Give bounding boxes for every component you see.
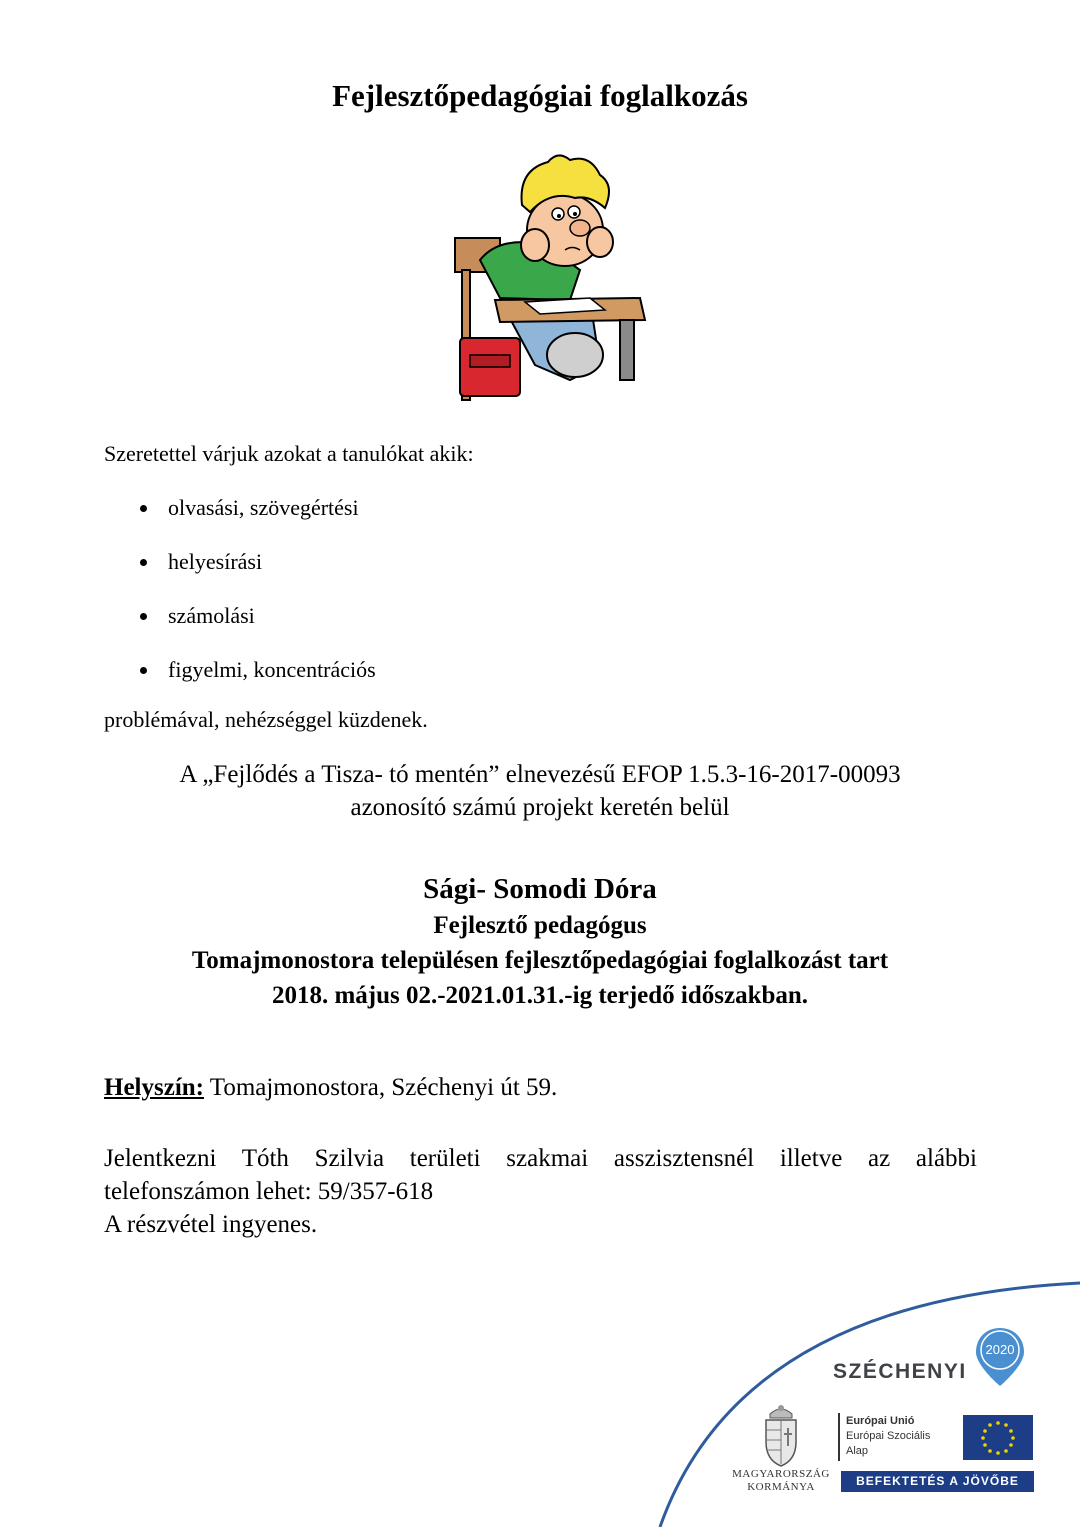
location-label: Helyszín: <box>104 1074 204 1101</box>
schedule-line: Tomajmonostora településen fejlesztőpedagógiai foglalkozást tart <box>191 947 889 974</box>
list-item: olvasási, szövegértési <box>0 492 376 546</box>
gov-line: MAGYARORSZÁG <box>732 1468 830 1480</box>
eu-line: Alap <box>846 1445 869 1457</box>
closing-text: problémával, nehézséggel küzdenek. <box>104 707 428 732</box>
contact-line: Jelentkezni Tóth Szilvia területi szakmai asszisztensnél illetve az alábbi <box>104 1145 977 1172</box>
government-label <box>726 1468 836 1494</box>
teacher-role: Fejlesztő pedagógus <box>433 912 647 939</box>
eu-divider <box>838 1413 840 1461</box>
szechenyi-logo-text: SZÉCHENYI <box>833 1360 967 1383</box>
list-item: figyelmi, koncentrációs <box>0 654 376 708</box>
intro-text: Szeretettel várjuk azokat a tanulókat akik: <box>104 441 474 466</box>
location-value: Tomajmonostora, Széchenyi út 59. <box>204 1074 558 1101</box>
eu-line: Európai Szociális <box>846 1430 931 1442</box>
project-line: azonosító számú projekt keretén belül <box>350 794 730 821</box>
contact-line: A részvétel ingyenes. <box>104 1211 318 1238</box>
teacher-name: Sági- Somodi Dóra <box>423 873 657 905</box>
eu-label <box>846 1414 930 1459</box>
list-item: helyesírási <box>0 546 376 600</box>
szechenyi-year: 2020 <box>985 1342 1015 1357</box>
eu-line: Európai Unió <box>846 1415 915 1427</box>
schedule-line: 2018. május 02.-2021.01.31.-ig terjedő időszakban. <box>271 982 809 1009</box>
invest-banner: BEFEKTETÉS A JÖVŐBE <box>841 1471 1034 1492</box>
gov-line: KORMÁNYA <box>747 1481 815 1493</box>
location-pin-icon <box>974 1326 1026 1388</box>
page-title: Fejlesztőpedagógiai foglalkozás <box>332 78 748 113</box>
eu-flag-icon <box>963 1415 1033 1460</box>
contact-line: telefonszámon lehet: 59/357-618 <box>104 1178 434 1205</box>
hungarian-coat-of-arms-icon <box>758 1402 804 1468</box>
list-item: számolási <box>0 600 376 654</box>
project-line: A „Fejlődés a Tisza- tó mentén” elnevezésű EFOP 1.5.3-16-2017-00093 <box>179 761 901 788</box>
